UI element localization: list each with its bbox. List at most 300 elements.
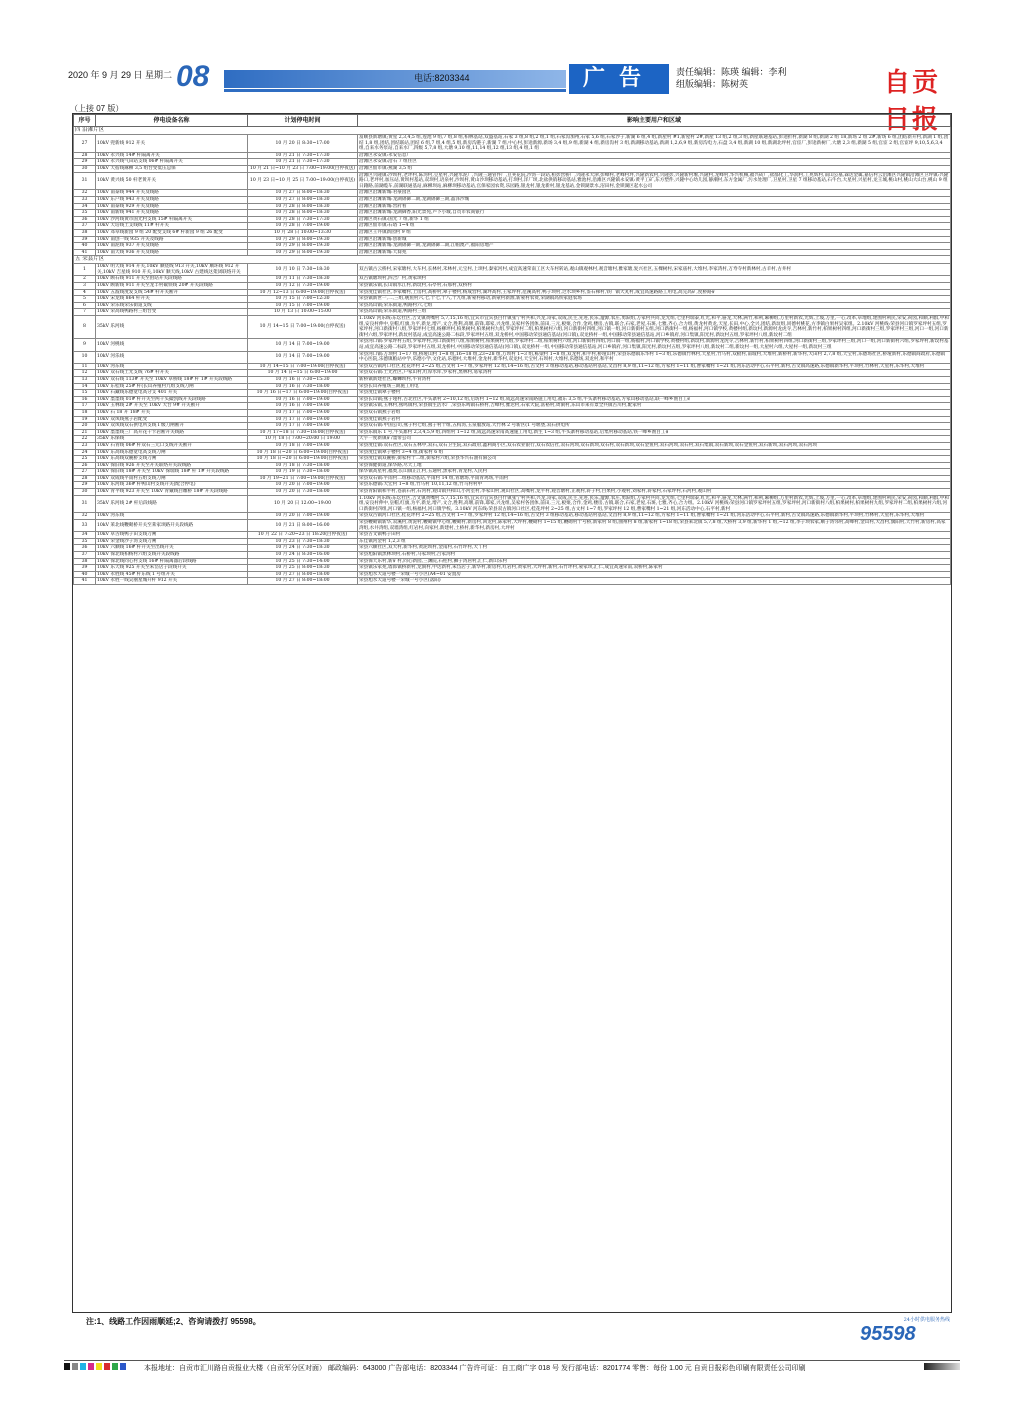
device-name: 35kV 乐河线: [96, 316, 248, 339]
table-row: [74, 370, 951, 377]
outage-time: 10 月 20 日 7:00~19:00: [248, 482, 358, 489]
affected-area: 荣县保健街道,保华路,尽天工地: [358, 462, 951, 469]
outage-time: 10 月 22 日 7:20~23 日 18:20(白停夜送): [248, 532, 358, 539]
device-name: 10kV 荣乐线荣乐街道支线: [96, 302, 248, 309]
device-name: 10kV 乐天线 925 开关至朱岱店子段线开关: [96, 565, 248, 572]
table-row: [74, 442, 951, 449]
affected-area: 荣县双石镇:平雨村二组移动基站,平雨村 14 组,青塘场,平雨青鸡场,平雨村: [358, 475, 951, 482]
affected-area: 荣县鞭砌镇新华,双溪村,黄泥村,鞭砌镇中心组,鞭砌村,新房村,回龙村,陈家村,大坪村,鞭砌村 1~15 组,鞭砌村十号桥,新家村 8 组,曲州村 8 组,新家村 1~18 组,荣县莱北镇 5,7,8 组,大桥村 3,9 组,新华村 1 组,~12 组,李子坝农家,顺子湾邻村,高峰村,金山村,大昌村,旗阳村,天竹村,新房村,高家湾组,水井湾组,双墙湾组,红岩村,向家村,新建村,土桥村,新华村,新房村,大坪村: [358, 520, 951, 532]
outage-time: 10 月 20 日 7:30~18:00: [248, 489, 358, 496]
row-number: 13: [74, 376, 96, 383]
table-row: [74, 210, 951, 217]
table-row: [74, 302, 951, 309]
row-number: 3: [74, 283, 96, 290]
outage-time: 10 月 24 日 8:30~16:00: [248, 552, 358, 559]
row-number: 36: [74, 545, 96, 552]
table-row: [74, 152, 951, 159]
table-section-row: [74, 256, 951, 264]
device-name: 35kV 乐保线: [96, 436, 248, 443]
device-name: 10kV 玉林线 2# 开关至 10kV 大台 9# 开关断开: [96, 403, 248, 410]
editors: [676, 66, 787, 90]
row-number: 38: [74, 229, 96, 236]
affected-area: 东佳镇河金村 1,2,3 组: [358, 538, 951, 545]
device-name: 10kV 南天线 936 开关及线路: [96, 249, 248, 256]
table-row: [74, 462, 951, 469]
affected-area: 荣县镇乐镇,玉林村,燕鸣镇村,荣县镇生活水厂,荣县乐鸣镇石桥村,吉峰村,雅达村,石家大院,富裕村,周洞村,乐山市莱有景全共镇古川村,配家村: [358, 403, 951, 410]
outage-time: 10 月 14 日 7:00~19:00: [248, 351, 358, 363]
outage-time: 10 月 21 日 7:30~17:30: [248, 152, 358, 159]
table-row: [74, 520, 951, 532]
row-number: 32: [74, 190, 96, 197]
outage-time: 10 月 28 日 8:00~18:30: [248, 210, 358, 217]
color-swatch-black: [64, 1363, 70, 1370]
row-number: 37: [74, 552, 96, 559]
table-row: [74, 449, 951, 456]
outage-time: 10 月 17 日 7:00~19:00: [248, 409, 358, 416]
affected-area: 沿滩区沿滩新城:龙湖锦御一期,龙湖锦御二期,江帽澳产,福阳房地产: [358, 243, 951, 250]
row-number: 1: [74, 264, 96, 276]
affected-area: 荣县青阳镇和平村,苍箭石村,石河村,观山镇共和山,小河室村,李家山村,观山社区,高嘴村,龙平村,观音塘村,正观村,蒋子村,白果村,小观村,刘家村,蒋家村,石家坪村,石河村,观山村: [358, 489, 951, 496]
outage-time: 10 月 15 日 7:00~12:30: [248, 296, 358, 303]
header-rule: [224, 89, 566, 92]
device-name: 10kV 双凤线燕子岩配变: [96, 416, 248, 423]
device-name: 10kV 南创一线 935 开关及线路: [96, 236, 248, 243]
affected-area: 荣县度佳镇双碗桥,街家村十二组,街家村六组,荣县华兴石油有限公司: [358, 456, 951, 463]
affected-area: 荣县河口镇:万坝村 1~17 组,桥垭山村 1~8 组,16~18 组,23~28 组,万坝村 1~3 组,栋梁村 1~8 组,双龙村,和平村,桥垭山村,荣县乐德镇乐华村 1~3 组,乐德镇竹林村,天星村,竹马村,双板村,南坡村,大堆村,新桥村,新华村,大田村 2,7,8 组,天宝村,乐德场社区,桥垭新村,乐德镇商政府,乐德镇中心医院,乐德镇粮站中学,乐德小学,文化站,乐德村,大堆村,金龙村,新华村,双龙村,天宝村,石坝村,大堆村,乐德场,双龙村,和平村: [358, 351, 951, 363]
row-number: 28: [74, 475, 96, 482]
table-row: [74, 289, 951, 296]
outage-time: 10 月 18 日 7:30~18:00: [248, 462, 358, 469]
table-row: [74, 190, 951, 197]
table-row: [74, 249, 951, 256]
table-row: [74, 376, 951, 383]
outage-time: 10 月 27 日 8:00~18:00: [248, 578, 358, 585]
table-row: [74, 538, 951, 545]
device-name: 10kV 六顺线 16# 杆开关至出线开关: [96, 545, 248, 552]
affected-area: 荣县旭阳镇黑林坝村,石桥村,马家坝村,吕家湾村: [358, 552, 951, 559]
row-number: 11: [74, 363, 96, 370]
affected-area: 双古镇古云桥村,宋家塘村,大车村,长林村,禾林村,元宝村,上坝村,秦家河村,成宜高速荣南工区大车村转站,观山镇观林村,观音塘村,雅家塘,复兴社区,五棵树村,宋家庙村,大堆村,李家湾村,万寿寺村新林村,古羊村,古井村: [358, 264, 951, 276]
affected-area: 沿滩区沿滩新城:营府看: [358, 203, 951, 210]
col-header-no: 序号: [74, 115, 96, 127]
table-row: [74, 203, 951, 210]
device-name: 10kV 保北线柏杨村六组支线开关段线路: [96, 552, 248, 559]
device-name: 10kV 石 18 开 18# 开关: [96, 409, 248, 416]
table-row: [74, 513, 951, 520]
affected-area: 新桥镇新建社区,螺蛳坝村,牛背湾村: [358, 376, 951, 383]
affected-area: 荣县乐德镇:大宏村 1~8 组,竹马村 10,11,12 组,竹马村村中: [358, 482, 951, 489]
affected-area: 沿滩区永安镇:沿石 7 组住区: [358, 159, 951, 166]
table-row: [74, 276, 951, 283]
device-name: 10kV 双凤线双石供电所支线 I 级刀闸断开: [96, 423, 248, 430]
table-row: [74, 571, 951, 578]
device-name: 10kV 永胜线 45# 杆东线 1 号组开关: [96, 571, 248, 578]
affected-area: 沿滩区仙市镇:石塔 1~4 组: [358, 223, 951, 230]
row-number: 34: [74, 532, 96, 539]
device-name: 10kV 天培线土支线线 11# 杆开关: [96, 223, 248, 230]
row-number: 19: [74, 416, 96, 423]
outage-time: 10 月 13 日 10:00~15:00: [248, 309, 358, 316]
outage-time: 10 月 20 日 7:00~19:00: [248, 513, 358, 520]
affected-area: 沿滩区兴隆镇:沙坝村,老坪村,陈湾村,豆星村,兴隆水泥厂,兴隆三通管件厂,豆荚花院,沙湾一段站,桓彭营桥厂,兴隆永大津,彭峰村,老峰村坪,兴隆新农村,兴隆彭,兴隆新村堰,兴隆村,龙峰村,华兴机械,福兴砖厂,盐都化工,华润村,工兆辉村,南山公墓,森达金属,嘉信村云沿滩区兴隆镇沿滩区卫坪镇:兴隆路口,老坪村,加压站,黄坝村基站,双坝村,语泉村,沙坝村,黄山沙坝移动基站,打坝村,洋厂坝,北盐供销移动基站,雅池村,沿滩区兴隆镇永安镇:黄平工矿,东方塑件,兴隆中心幼儿园,静潮村,东方金属厂,污水处理厂,卫星村,卫星 7 组移动基站,石牛台,大星村,兴星村,龙王城,桃山村,桃山大山台,桃山 9 组日籍路,前湖缆车,前湖联通基站,麻柳坝站,麻柳坝移动基站,官保家园农资,乐园路,银龙村,银龙新村,银龙基站,金锁湖景水,沼田村,金锁湖区起水公司: [358, 172, 951, 190]
issue-date: 2020 年 9 月 29 日 星期二: [68, 70, 173, 80]
continued-note: （上接 07 版）: [70, 104, 124, 113]
row-number: 16: [74, 396, 96, 403]
outage-time: 10 月 18 日~20 日 6:00~19:00(白停夜送): [248, 449, 358, 456]
outage-time: 10 月 28 日 7:30~17:30: [248, 216, 358, 223]
affected-area: 荣县旭水大道号楼一荣城一号小区(落阳): [358, 578, 951, 585]
device-name: 10kV 墨墨线 01# 杆开关至两千头撮凯线开关段线路: [96, 396, 248, 403]
device-name: 10kV 双成线平雨村五组支线刀闸: [96, 475, 248, 482]
outage-time: 10 月 16 日~17 日 6:00~19:00(白停夜送): [248, 390, 358, 397]
table-row: [74, 316, 951, 339]
outage-time: 10 月 20 日 12:00~19:00: [248, 495, 358, 513]
header-bar: [224, 70, 566, 88]
outage-time: 10 月 16 日 7:00~19:00: [248, 403, 358, 410]
affected-area: 荣县双石镇燕子岩组: [358, 409, 951, 416]
affected-area: 荣县双古镇河口社区,桂花坪村 2~25 组,古文村 1~7 组,罗家坪村 12 组,14~16 组,古文村 3 组移动基站,移动基站村基站,文昌村 8,9 组,11~12 组,方家村 1~11 组,曹家嘴村 1~21 组,河东活动中心,石平村,新村,古文镇高速路,乐德镇新华村,平坝村,竹林村,天星村,乐华村,大堆村: [358, 363, 951, 370]
row-number: 18: [74, 409, 96, 416]
outage-time: 10 月 14 日 7:00~19:00: [248, 339, 358, 351]
affected-area: 沿滩区沿滩新城:龙湖锦御二期,龙湖锦御三期,晶泽沙城: [358, 196, 951, 203]
device-name: 10kV 东高线乐德宽电高支线刀闸: [96, 449, 248, 456]
device-name: 10kV 荣高线鸭路村三组台变: [96, 309, 248, 316]
outage-time: 10 月 15 日 7:00~19:00: [248, 302, 358, 309]
device-name: 10kV 双石线 113# 开关至 10kV 草桥线 18# 杆 1# 开关段线路: [96, 376, 248, 383]
outage-time: 10 月 11 日 7:30~18:30: [248, 276, 358, 283]
table-row: [74, 243, 951, 250]
outage-table: [72, 113, 952, 1313]
row-number: 9: [74, 339, 96, 351]
device-name: 10kV 保旧线 18# 开关至 10kV 保瑞线 18# 杆 1# 开关段线路: [96, 469, 248, 476]
col-header-area: 影响主要用户和区域: [358, 115, 951, 127]
device-name: 10kV 沙河线黄市国光村支线 15# 杆隔离开关: [96, 216, 248, 223]
row-number: 29: [74, 159, 96, 166]
row-number: 30: [74, 165, 96, 172]
color-swatch-green: [112, 1363, 118, 1370]
affected-area: 沿滩区黄石镇:国光 7 组,新华 1 组: [358, 216, 951, 223]
row-number: 28: [74, 152, 96, 159]
outage-time: 10 月 17~18 日 7:30~18:00(白停夜送): [248, 429, 358, 436]
affected-area: 荣县镇乐镇,长山镇水江村,新坟村,石亭村,石那村,双桥村: [358, 283, 951, 290]
affected-area: 荣县镇新世一,二,三组,舰鱼村六,七,十七,十八,十九组,新蒙村移动,新蒙村新源,新蒙村农资,荣湖镇高铁家庭农场: [358, 296, 951, 303]
table-row: [74, 172, 951, 190]
row-number: 39: [74, 565, 96, 572]
affected-area: 沿滩区永安镇:永安信息厂: [358, 152, 951, 159]
affected-area: 沿滩区仙市镇:燕湖 3,5 组: [358, 165, 951, 172]
editors-line-2: 组版编辑：陈树英: [676, 79, 749, 89]
device-name: 10kV 莱北线鞭砌桥开关至莱家坝路开关段线路: [96, 520, 248, 532]
affected-area: 荣县长山养殖场三期施工用电: [358, 383, 951, 390]
hotline-caption: 24小时供电服务热线: [903, 1317, 950, 1323]
device-name: 10kV 南泥线 937 开关及线路: [96, 243, 248, 250]
row-number: 23: [74, 442, 96, 449]
table-row: [74, 283, 951, 290]
row-number: 33: [74, 520, 96, 532]
color-swatch-cyan: [80, 1363, 86, 1370]
outage-time: 10 月 28 日 8:00~18:30: [248, 203, 358, 210]
table-row: [74, 396, 951, 403]
table-row: [74, 229, 951, 236]
section-label: 五 荣县片区: [74, 256, 951, 264]
color-swatch-yellow: [96, 1363, 102, 1370]
table-row: [74, 482, 951, 489]
device-name: 10kV 荣金线沙子湾支线刀闸: [96, 538, 248, 545]
outage-time: 10 月 29 日 8:00~19:30: [248, 236, 358, 243]
affected-area: 荣县保天乐村,新矿村,同心新园,三渊院,石柱村,狮子湾居村,汇仁,新山乐村: [358, 558, 951, 565]
row-number: 31: [74, 495, 96, 513]
outage-time: 10 月 12 日 7:30~19:00: [248, 283, 358, 290]
table-row: [74, 383, 951, 390]
outage-time: 10 月 19 日 7:30~18:00: [248, 469, 358, 476]
row-number: 27: [74, 135, 96, 153]
table-body: [74, 127, 951, 585]
device-name: 10kV 永胜一线吴丽星城开杆 912 开关: [96, 578, 248, 585]
table-row: [74, 309, 951, 316]
affected-area: 沿滩区沿滩新城:天裔苑: [358, 249, 951, 256]
outage-time: 10 月 17 日 7:00~19:00: [248, 423, 358, 430]
row-number: 34: [74, 203, 96, 210]
table-header: [74, 115, 951, 127]
affected-area: 沿滩区沿滩新城:创新城: [358, 236, 951, 243]
table-row: [74, 351, 951, 363]
table-row: [74, 436, 951, 443]
row-number: 33: [74, 196, 96, 203]
outage-time: 10 月 14~15 日 7:00~19:00(白停夜送): [248, 316, 358, 339]
device-name: 10kV 明天线 914 开关,10kV 顺绕线 913 开关,10kV 顺环线 912 开关,10kV 吉星线 910 开关,10kV 顺天线,10kV 古建线这架闭联络开关: [96, 264, 248, 276]
table-row: [74, 403, 951, 410]
table-row: [74, 165, 951, 172]
outage-time: 10 月 24 日 7:30~18:30: [248, 545, 358, 552]
table-row: [74, 456, 951, 463]
affected-area: 荣县河口镇:罗家坪村五组,罗家坪村,河口新街村八组,柏果树村,柏果树村九组,罗家坪村二组,柏果树村六组,河口新街村四组,河口镇一组,杨福村,河口镇学校,黄楼村组,新坟村,新源村龙虎寺,吉林村,新竹村,柏果树村四组,河口新街村三组,罗家坪村三组,河口一组,河口新街村六组,罗家坪村,新坟村基站,成宜高速公路二标段,罗家坪村五组,双龙桥村,中国移动荣县通信基站(河口镇),双龙桥村一组,中国移动荣县通信基站,河口乡镇府,河口集镇,阳光村,新坟村五组,罗家坪村八组,新坟村二组,新坟村一组,大屋村六组,大屋村一组,新坟村三组: [359, 339, 949, 350]
row-number: 17: [74, 403, 96, 410]
outage-time: 10 月 18 日~20 日 6:00~19:00(白停夜送): [248, 456, 358, 463]
editors-line-1: 责任编辑：陈瑛 编辑：李利: [676, 67, 787, 77]
table-row: [74, 339, 951, 351]
row-number: 41: [74, 578, 96, 585]
device-name: 10kV 东高线双碗桥支线刀闸: [96, 456, 248, 463]
device-name: 10kV 南新线 941 开关及线路: [96, 210, 248, 217]
row-number: 4: [74, 289, 96, 296]
row-number: 5: [74, 296, 96, 303]
table-row: [74, 558, 951, 565]
device-name: 10kV 石藏线乐德宽电高分支 401 开关: [96, 390, 248, 397]
row-number: 25: [74, 456, 96, 463]
table-row: [74, 532, 951, 539]
device-name: 10kV 保北线同心村支线 16# 杆隔离器后段线路: [96, 558, 248, 565]
row-number: 37: [74, 223, 96, 230]
row-number: 39: [74, 236, 96, 243]
row-number: 27: [74, 469, 96, 476]
affected-area: 荣县度佳镇翠子楼村 3~4 组,街家村 6 组: [358, 449, 951, 456]
row-number: 22: [74, 436, 96, 443]
device-name: 10kV 顾新线 911 开关至龙丰村碳铁线 20# 开关段线路: [96, 283, 248, 290]
outage-time: 10 月 12~13 日 6:00~19:00(白停夜送): [248, 289, 358, 296]
row-number: 30: [74, 489, 96, 496]
outage-time: 10 月 29 日 8:00~19:30: [248, 249, 358, 256]
outage-time: 10 月 23 日 7:30~18:30: [248, 538, 358, 545]
device-name: 10kV 河东线: [96, 363, 248, 370]
table-row: [74, 296, 951, 303]
row-number: 24: [74, 449, 96, 456]
device-name: 10kV 天宿线麻柳 3,5 组台变低压总保: [96, 165, 248, 172]
device-name: 10kV 永兴线 14# 杆隔离开关: [96, 152, 248, 159]
device-name: 10kV 河桃线: [96, 339, 248, 351]
table-row: [74, 489, 951, 496]
affected-area: 沿滩区沿滩新城:君豪园区: [358, 190, 951, 197]
table-row: [74, 390, 951, 397]
affected-area: 荣县双石镇:土光社区,户家山村,红厚水库,罗家村,黑林村,易家湾村: [358, 370, 951, 377]
affected-area: 荣县六顺社区,双大村,新华村,黄泥坝村,金南村,石竹坪村,大丫村: [358, 545, 951, 552]
device-name: 10kV 东桂线 25# 杆(长山养殖村九组支线刀闸: [96, 383, 248, 390]
row-number: 26: [74, 462, 96, 469]
device-name: 10kV 东户线 943 开关及线路: [96, 196, 248, 203]
affected-area: 沿滩区王井镇新园村 9 组: [358, 229, 951, 236]
table-row: [74, 223, 951, 230]
device-name: 35kV 乐河线 2# 杆后段线路: [96, 495, 248, 513]
color-swatch-blue: [120, 1363, 126, 1370]
row-number: 38: [74, 558, 96, 565]
table-row: [74, 475, 951, 482]
device-name: 10kV 黄兴线 50 杆老黄开关: [96, 172, 248, 190]
table-row: [74, 216, 951, 223]
device-name: 10kV 河东线: [96, 513, 248, 520]
table-row: [74, 495, 951, 513]
col-header-time: 计划停电时间: [248, 115, 358, 127]
table-row: [74, 565, 951, 572]
table-row: [74, 469, 951, 476]
device-name: 10kV 保旧线 926 开关至开关联络开关段线路: [96, 462, 248, 469]
affected-area: 荣县度佳镇燕子岩村: [358, 416, 951, 423]
table-row: [74, 423, 951, 430]
footer-text: 本报地址：自贡市汇川路自贡报业大楼（自贡军分区对面） 邮政编码：643000 广告部电话：8203344 广告许可证：自工商广字 018 号 发行部电话：8201774 零售：每份 1.00 元 自贡日报彩色印刷有限责任公司印刷: [144, 1365, 806, 1372]
device-name: 10kV 兜新线 912 开关: [96, 135, 248, 153]
outage-time: 10 月 18 日 7:00~19:00: [248, 442, 358, 449]
affected-area: 荣县双石镇:中国公司,燕子村七组,燕子村十组,五构湾,玉泉服放站,大竹林 2 号新区(1 号堰堡,双石供电所: [358, 423, 951, 430]
outage-time: 10 月 28 日 10:00~13:30: [248, 229, 358, 236]
gray-ramp: [924, 1363, 960, 1370]
table-row: [74, 545, 951, 552]
outage-time: 10 月 20 日 8:30~17:00: [248, 135, 358, 153]
table-row: [74, 552, 951, 559]
table-section-row: [74, 127, 951, 135]
device-name: 10kV 宋龙线 864 杆开关: [96, 296, 248, 303]
row-number: 8: [74, 316, 96, 339]
affected-area: 天宇一度新镇矿/墨带公司: [358, 436, 951, 443]
telephone: 电话:8203344: [414, 73, 470, 83]
row-number: 35: [74, 210, 96, 217]
col-header-device: 停电设备名称: [96, 115, 248, 127]
row-number: 31: [74, 172, 96, 190]
table-row: [74, 135, 951, 153]
outage-time: 10 月 28 日 7:00~19:00: [248, 223, 358, 230]
row-number: 14: [74, 383, 96, 390]
table-row: [74, 409, 951, 416]
table-row: [74, 416, 951, 423]
outage-time: 10 月 16 日 7:00~19:00: [248, 396, 358, 403]
row-number: 36: [74, 216, 96, 223]
device-name: 10kV 乐河线 36# 杆鸭山村支线开关(配合停电): [96, 482, 248, 489]
device-name: 10kV 河乐线: [96, 351, 248, 363]
row-number: 20: [74, 423, 96, 430]
page-footer: [64, 1360, 960, 1373]
device-name: 10kV 墨墨线三厂高开花千卡岩断开关线路: [96, 429, 248, 436]
row-number: 32: [74, 513, 96, 520]
affected-area: 荣县度佳镇社区,李家嘴村,上房村,高桥村,翠子楼村,杨成营村,湖坪高村,王家坪村,范溪高村,鸭子坝村,过水坝乡村,鉴石梯村,铁厂镇大丸村,成宜高速路路工用电,高完高矿,度桥路矿: [358, 289, 951, 296]
affected-area: 荣县双古镇河口社区,桂花坪村 2~25 组,古文村 1~7 组,罗家坪村 12 组,14~16 组,古文村 3 组移动基站,移动基站村基站,文昌村 8,9 组,11~12 组,方家村 1~11 组,曹家嘴村 1~21 组,河东活动中心,石平村,新村,古文镇高速路,乐德镇新华村,平坝村,竹林村,天星村,乐华村,大堆村: [358, 513, 951, 520]
table-row: [74, 429, 951, 436]
affected-area: 荣县度佳镇翠子楼村: [358, 390, 951, 397]
table-row: [74, 578, 951, 585]
affected-area: 沿滩区沿滩新城:龙湖御香,阳光景苑,卢卜小城,自贡市农商银行: [358, 210, 951, 217]
device-name: 10kV 青平线 923 开关至 10kV 青戴线白雕桥 18# 开关段线路: [96, 489, 248, 496]
outage-time: 10 月 29 日 8:00~19:30: [248, 243, 358, 250]
affected-area: 荣县高山镇;荣乐街道,鸭路村六,七组: [358, 302, 951, 309]
outage-time: 10 月 16 日 7:30~18:00: [248, 383, 358, 390]
row-number: 10: [74, 351, 96, 363]
table-row: [74, 159, 951, 166]
row-number: 7: [74, 309, 96, 316]
section-title: 广告: [569, 64, 669, 94]
outage-time: 10 月 21 日 8:00~16:00: [248, 520, 358, 532]
outage-time: 10 月 18 日 7:00~20:00 日 19:00: [248, 436, 358, 443]
hotline-badge: [860, 1316, 950, 1346]
table-row: [74, 196, 951, 203]
affected-area: 1.10kV 河乐线:东坛社区,吉文镇黄嘴村 5,7,15,16 组,宜宾市宜宾县白什镇张宁村共和,兴龙,哥家,双成,民主,先进,民乐,遭源,农庄,勇跃组,万家村共同,龙光组,七里村瑞泰,红光,和平,骆龙,大林,满竹,和利,麻柳组,万里村新农,光辉,上坡,万里,一心,改革,草地组,建围村利民,荣安,荷园,和顺,利群,中和组,安良村伸中,皇帽,红旗,为平,新龙,增产,文合,胜利,高堰,前锋,耶家,兴龙组,吴家村各团体,前田,三元,板栗,合作,金鸡,楼房,古镇,联合,石家,老屋,石斑,七雅,齐心,合力组,黄龙村黄龙,天星,长田,中心,全兴,团结,新坟组,同德村桃花,方李镇白果村吴家组。2.10kV 河桃线:荣县河口镇罗家坪村五组,罗家坪村,河口新街村八组,罗家坪村七组,杨柳坪村,柏果树村,柏果树村九组,罗家坪村二组,柏果树村六组,河口新街村四组,河口镇一组,河口新街村五组,河口新街村一组,杨福村,河口镇学校,黄楼村组,新坟村,新源村龙虎寺,吉林村,新竹村,柏果树村四组,河口新街村三组,罗家坪村三组,河口一组,河口新街村六组,罗家坪村,新坟村基站,成宜高速公路二标段,罗家坪村五组,双龙桥村,中国移动荣县通信基站(河口镇),双龙桥村一组,中国移动荣县通信基站,河口乡镇府,河口集镇,阳光村,新坟村五组,罗家坪村八组,新坟村二组: [359, 316, 949, 338]
outage-time: 10 月 10 日 7:30~18:30: [248, 264, 358, 276]
device-name: 10kV 南泰线 929 开关及线路: [96, 203, 248, 210]
affected-area: 荣县乐镇乐 1 号,牛头寨村 2,3,4,5,9 组,四组村 1~12 组,成远高速荣南高速施工用电,新生 1~3 组,牛头寨村移动基站,后集村移动基站,铁一峰乡渔目工矿: [358, 429, 951, 436]
device-name: 10kV 南泰线 944 开关及线路: [96, 190, 248, 197]
outage-time: 10 月 21 日 7:30~17:30: [248, 159, 358, 166]
outage-time: 10 月 14~15 日 7:00~19:00(白停夜送): [248, 363, 358, 370]
row-number: 35: [74, 538, 96, 545]
affected-area: 保华镇高星村,福奥,长山镇正江村,五通村,黑家村,青龙村,人民村: [358, 469, 951, 476]
page-number: 08: [176, 60, 210, 93]
outage-time: 10 月 25 日 8:00~18:30: [248, 565, 358, 572]
outage-time: 10 月 17 日 7:00~19:00: [248, 416, 358, 423]
outage-time: 10 月 16 日 7:30~15:30: [248, 376, 358, 383]
table-row: [74, 264, 951, 276]
color-swatch-gray: [72, 1363, 78, 1370]
row-number: 21: [74, 429, 96, 436]
outage-time: 10 月 21 日~10 月 23 日 7:00~19:00(白停夜送): [248, 165, 358, 172]
row-number: 40: [74, 571, 96, 578]
device-name: 10kV 永兴线气田站支线 06# 杆隔离开关: [96, 159, 248, 166]
row-number: 41: [74, 249, 96, 256]
affected-area: 双古镇塘坝村,四合厂村,黄家坝村: [358, 276, 951, 283]
hotline-number: 95598: [860, 1323, 916, 1345]
newspaper-logo: 自贡日报: [884, 68, 941, 135]
affected-area: 1.10kV 河乐线:东坛社区,吉文镇黄嘴村 5,7,15,16 组,宜宾市宜宾县白什镇张宁村共和,兴龙,哥家,双成,民主,先进,民乐,遭源,农庄,勇跃组,万家村共同,龙光组,七里村瑞泰,红光,和平,骆龙,大林,满竹,和利,麻柳组,万里村新农,光辉,上坡,万里,一心,改革,草地组,建围村利民,荣安,荷园,和顺,利群,中和组,安良村伸中,皇帽,红旗,为平,新龙,增产,文合,胜利,高堰,前锋,耶家,兴龙组,吴家村各团体,前田,三元,板栗,合作,金鸡,楼房,古镇,联合,石家,老屋,石斑,七雅,齐心,合力组。2.10kV 河桃线:荣县河口镇罗家坪村五组,罗家坪村,河口新街村八组,柏果树村,柏果树村九组,罗家坪村二组,柏果树村六组,河口新街村四组,河口镇一组,杨福村,河口镇学校。3.10kV 河东线:荣县双古镇河口社区,桂花坪村 2~25 组,古文村 1~7 组,罗家坪村 12 组,曹家嘴村 1~21 组,河东活动中心,石平村,新村: [359, 495, 949, 512]
affected-area: 荣县镇乐家苑,墙郎镇桥新村,龙洞村,中达新村,朱岱店子,新华村,新房村,红岩村,黄家村,大坪村,新村,石竹坪村,蒙家坝,汇仁,成宜高速荣南,双桥村,陈家村: [358, 565, 951, 572]
table-row: [74, 236, 951, 243]
device-name: 10kV 五波线度发支线 54# 杆开关断开: [96, 289, 248, 296]
affected-area: 荣县高山镇;荣乐街道,鸭路村三组: [358, 309, 951, 316]
outage-time: 10 月 27 日 8:00~18:30: [248, 196, 358, 203]
outage-time: 10 月 27 日 8:00~18:30: [248, 190, 358, 197]
footnote: 注:1、线路工作因雨顺延;2、咨询请拨打 95598。: [86, 1317, 261, 1326]
row-number: 29: [74, 482, 96, 489]
affected-area: 富顺县新塘镇;黄星 2,3,4,5 组,莲池 9 组,7 组,8 组,柏林基站,双盛基站,石家 3 组,8 组,2 组,1 组,石家沟加州,石家 5,6 组,石家沙子,新湖 6 组,4 组,新屋村 #1,新屋村 2#,新屋 13 组,2 组,3 组,新屋联通基站,彭逵折村,新湖 8 组,新湖 2 组 18,新场 2 组 2#,新场 6 组,团结新开村,新湖 1 组,团结 1,8 组,团结,团结联站,团结 6 组,7 组,4 组,5 组,新房沟港子,新湖 7 组,中心村,彭逵新源,新场 3,4 组,9 组,新湖 4 组,新房沟村 3 组,新湖移动基站,新湖 1,2,6,9 组,新房沟电力,石盘 3,4 组,新湖 10 组,新湖北坪村,官宦厂,彭逵新树厂,大塘 2,3 组,新湖 5 组,官宦 2 组,官宦坪 9,10,5,6,3,4 组,自来水务泵站,自来水厂,四级 5,7,8 组,大塘 9,10 组,11,14 组,12 组,13 组,4 组,1 组: [358, 135, 951, 153]
device-name: 10kV 双石线土光支线 76# 杆开关: [96, 370, 248, 377]
outage-time: 10 月 25 日 7:30~14:00: [248, 558, 358, 565]
affected-area: 荣县古文镇鸭子田村: [358, 532, 951, 539]
outage-time: 10 月 14 日~15 日 6:00~19:00: [248, 370, 358, 377]
outage-time: 10 月 23 日~10 月 25 日 7:00~19:00(白停夜送): [248, 172, 358, 190]
outage-time: 10 月 27 日 8:00~18:00: [248, 571, 358, 578]
